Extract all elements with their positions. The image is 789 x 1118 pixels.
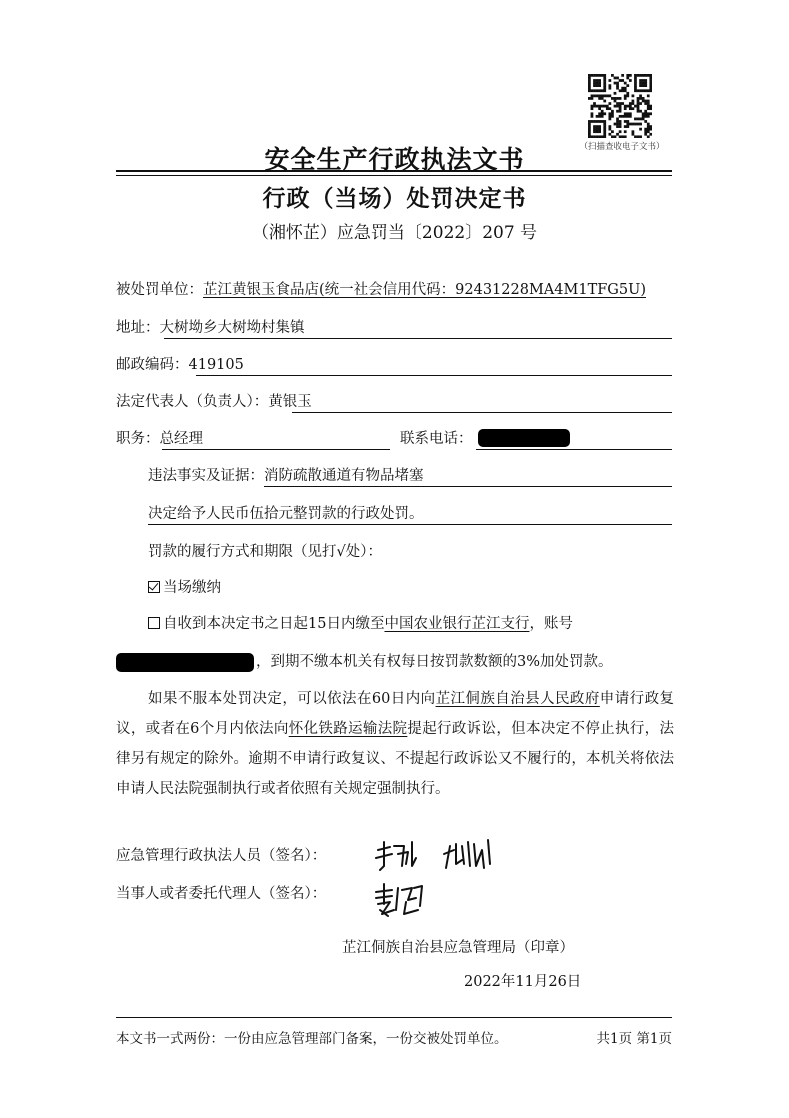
representative-value: 黄银玉 xyxy=(268,394,312,410)
phone-underline xyxy=(476,427,672,450)
appeal-court: 怀化铁路运输法院 xyxy=(288,721,408,737)
payment-account-row xyxy=(116,650,613,674)
title-rule-thin xyxy=(116,175,672,176)
position-label: 职务： xyxy=(116,431,160,447)
appeal-text-3: 提起行政诉讼，但本决定不停止执行，法律另有规定的除外。逾期不申请行政复议、不提起行政诉讼又不履行的，本机关将依法申请人民法院强制执行或者依照有关规定强制执行。 xyxy=(116,721,674,797)
facts-label: 违法事实及证据： xyxy=(148,468,264,484)
payment-option-bank xyxy=(148,612,573,636)
party-signature-icon xyxy=(372,880,432,920)
party-value: 芷江黄银玉食品店(统一社会信用代码：92431228MA4M1TFG5U) xyxy=(203,282,646,298)
footer-note: 本文书一式两份：一份由应急管理部门备案，一份交被处罚单位。 xyxy=(116,1031,508,1047)
facts-value: 消防疏散通道有物品堵塞 xyxy=(264,468,424,484)
postcode-row xyxy=(116,353,672,377)
appeal-paragraph xyxy=(116,684,674,804)
payment-intro: 罚款的履行方式和期限（见打√处）： xyxy=(148,544,382,560)
postcode-value: 419105 xyxy=(188,357,244,373)
payment-option-onsite xyxy=(148,576,221,600)
document-number: （湘怀芷）应急罚当〔2022〕207 号 xyxy=(251,223,538,243)
position-underline xyxy=(159,427,390,450)
address-underline xyxy=(164,316,672,339)
qr-code-icon xyxy=(588,74,652,138)
page-count: 共1页 第1页 xyxy=(596,1031,672,1047)
position-value: 总经理 xyxy=(159,431,203,447)
footer-rule xyxy=(116,1017,672,1018)
appeal-text-2: 申请行政复议，或者在6个月内依法向 xyxy=(116,691,675,737)
issue-date: 2022年11月26日 xyxy=(464,974,582,990)
appeal-government: 芷江侗族自治县人民政府 xyxy=(435,691,600,707)
payment-option-onsite-label: 当场缴纳 xyxy=(163,580,221,596)
account-redaction xyxy=(116,653,254,672)
facts-underline xyxy=(264,464,672,487)
checkbox-checked-icon xyxy=(148,581,160,593)
party-signature-label: 当事人或者委托代理人（签名）： xyxy=(116,886,327,902)
late-fee-text: ，到期不缴本机关有权每日按罚款数额的3%加处罚款。 xyxy=(256,654,613,670)
officer-signature-label: 应急管理行政执法人员（签名）： xyxy=(116,848,327,864)
decision-underline xyxy=(148,502,672,525)
representative-row xyxy=(116,390,672,414)
document-title: 行政（当场）处罚决定书 xyxy=(262,185,527,212)
address-value: 大树坳乡大树坳村集镇 xyxy=(159,320,305,336)
document-category-title: 安全生产行政执法文书 xyxy=(264,145,525,174)
decision-text: 决定给予人民币伍拾元整罚款的行政处罚。 xyxy=(148,506,424,522)
account-label: ，账号 xyxy=(529,616,573,632)
qr-caption: （扫描查收电子文书） xyxy=(579,142,665,152)
postcode-label: 邮政编码： xyxy=(116,357,189,373)
address-label: 地址： xyxy=(116,320,160,336)
checkbox-empty-icon xyxy=(148,617,160,629)
bank-name: 中国农业银行芷江支行 xyxy=(384,616,530,632)
phone-label: 联系电话： xyxy=(400,431,473,447)
party-label: 被处罚单位： xyxy=(116,282,203,298)
party-row xyxy=(116,278,646,302)
footer xyxy=(116,1027,672,1047)
representative-label: 法定代表人（负责人）： xyxy=(116,394,269,410)
decision-row xyxy=(148,502,672,526)
issuer-name: 芷江侗族自治县应急管理局（印章） xyxy=(342,940,574,956)
title-rule-thick xyxy=(116,170,672,172)
appeal-text-1: 如果不服本处罚决定，可以依法在60日内向 xyxy=(148,691,436,707)
position-phone-row xyxy=(116,427,672,451)
address-row xyxy=(116,316,672,340)
postcode-underline xyxy=(196,353,672,376)
payment-option-bank-text: 自收到本决定书之日起15日内缴至 xyxy=(163,616,385,632)
facts-row xyxy=(116,464,672,488)
representative-underline xyxy=(292,390,672,413)
officer-signature-icon xyxy=(372,836,502,876)
